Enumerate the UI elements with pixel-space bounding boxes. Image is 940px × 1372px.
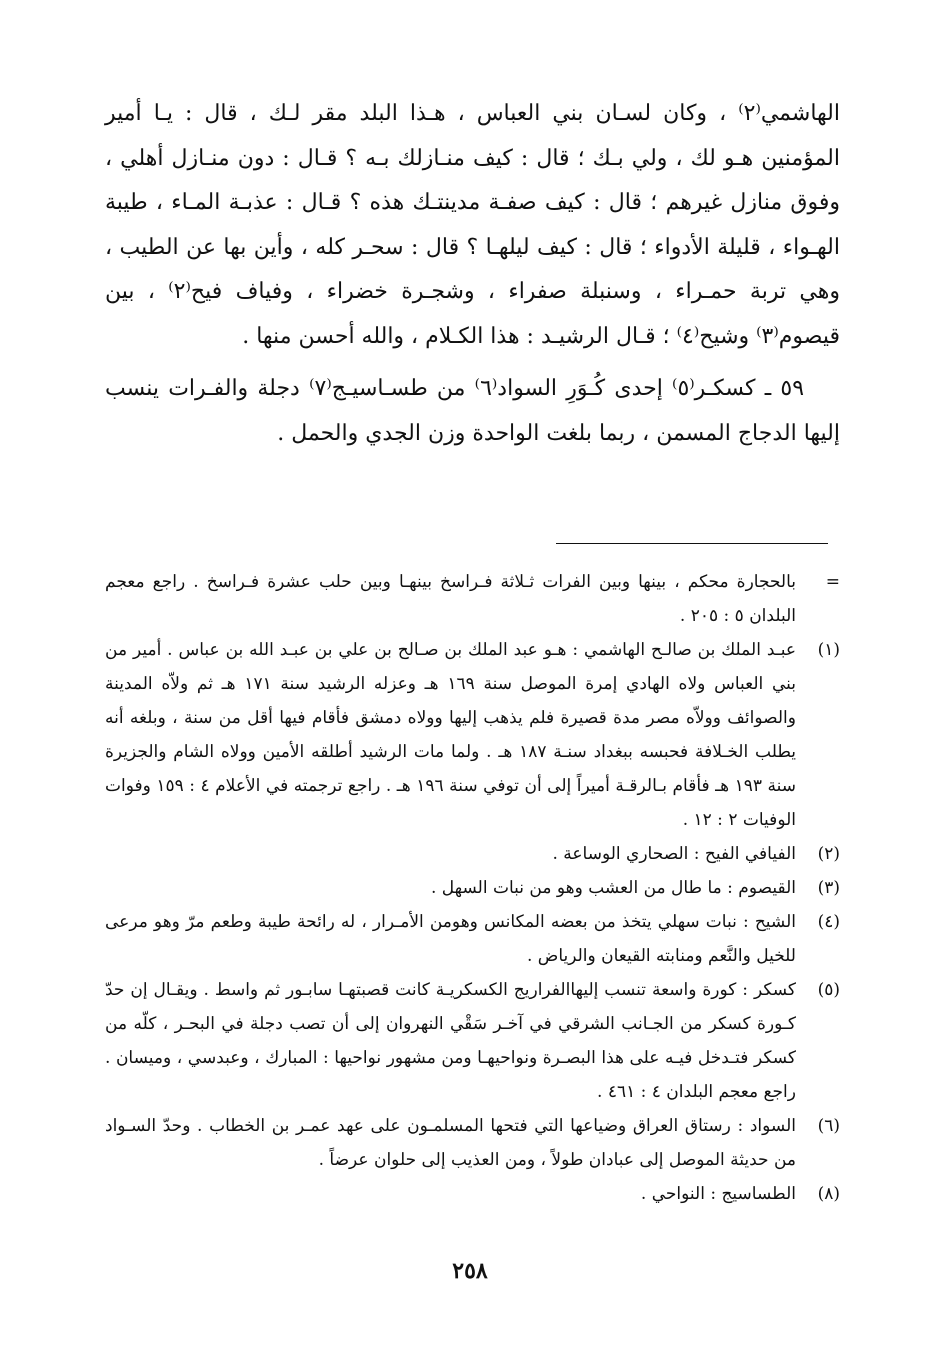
- footnote-1: [105, 633, 840, 837]
- entry-59-paragraph: ٥٩ ـ كسكـر⁽٥⁾ إحدى كُـوَرِ السواد⁽٦⁾ من طسـاسيـج⁽٧⁾ دجلة والفـرات ينسب إليها الدجاج المسمن ، ربما بلغت الواحدة وزن الجدي والحمل .: [105, 376, 840, 446]
- footnote-number: (٥): [817, 980, 840, 1000]
- footnote-text: الشيح : نبات سهلي يتخذ من بعضه المكانس وهومن الأمـرار ، له رائحة طيبة وطعم مرّ وهو مرعى للخيل والنَّعم ومنابته القيعان والرياض .: [105, 912, 796, 966]
- footnote-number: (٦): [817, 1116, 840, 1136]
- footnote-text: السواد : رستاق العراق وضياعها التي فتحها المسلمـون على عهد عمـر بن الخطاب . وحدّ السـواد من حديثة الموصل إلى عبادان طولاً ، ومن العذيب إلى حلوان عرضاً .: [105, 1116, 796, 1170]
- footnote-separator: [556, 543, 828, 544]
- continuation-marker: =: [825, 572, 840, 592]
- main-paragraph-1: الهاشمي⁽٢⁾ ، وكان لسـان بني العباس ، هـذا البلد مقر لـك ، قال : يـا أمير المؤمنين هـو لك ، ولي بـك ؛ قال : كيف منـازلك بـه ؟ قـال : دون منـازل أهلي ، وفوق منازل غيرهم ؛ قال : كيف صفـة مدينتـك هذه ؟ قـال : عذبـة المـاء ، طيبة الهـواء ، قليلة الأدواء ؛ قال : كيف ليلهـا ؟ قال : سحـر كله ، وأين بها عن الطيب ، وهي تربة حمـراء ، وسنبلة صفراء ، وشجـرة خضراء ، وفياف فيح⁽٢⁾ ، بين قيصوم⁽٣⁾ وشيح⁽٤⁾ ؛ قـال الرشيـد : هذا الكـلام ، والله أحسن منها .: [105, 101, 840, 349]
- footnote-text: الطساسيج : النواحي .: [640, 1184, 796, 1204]
- footnote-4: [105, 905, 840, 973]
- footnote-6: [105, 1109, 840, 1177]
- footnote-number: (١): [817, 640, 840, 660]
- footnote-number: (٢): [817, 844, 840, 864]
- footnote-2: [105, 837, 840, 871]
- footnote-text: القيصوم : ما طال من العشب وهو من نبات السهل .: [430, 878, 796, 898]
- footnote-continuation: [105, 565, 840, 633]
- footnote-3: [105, 871, 840, 905]
- footnote-8: [105, 1177, 840, 1211]
- main-text: [105, 92, 840, 456]
- footnote-5: [105, 973, 840, 1109]
- footnote-number: (٤): [817, 912, 840, 932]
- footnotes: [105, 565, 840, 1211]
- footnote-number: (٣): [817, 878, 840, 898]
- page-number: ٢٥٨: [452, 1258, 488, 1284]
- footnote-text: عبـد الملك بن صالـح الهاشمي : هـو عبد الملك بن صـالح بن علي بن عبـد الله بن عباس . أمير من بني العباس ولاه الهادي إمرة الموصل سنة ١٦٩ هـ وعزله الرشيد سنة ١٧١ هـ ثم ولاّه المدينة والصوائف وولاّه مصر مدة قصيرة فلم يذهب إليها وولاه دمشق فأقام فيها أقل من سنة ، وبلغه أنه يطلب الخـلافة فحبسه ببغداد سنـة ١٨٧ هـ . ولما مات الرشيد أطلقه الأمين وولاه الشام والجزيرة سنة ١٩٣ هـ فأقام بـالرقـة أميراً إلى أن توفي سنة ١٩٦ هـ . راجع ترجمته في الأعلام ٤ : ١٥٩ وفوات الوفيات ٢ : ١٢ .: [105, 640, 796, 830]
- footnote-continuation-text: بالحجارة محكم ، بينها وبين الفرات ثـلاثة فـراسخ بينهـا وبين حلب عشرة فـراسخ . راجع معجم البلدان ٥ : ٢٠٥ .: [105, 572, 796, 626]
- footnote-text: الفيافي الفيح : الصحاري الوساعة .: [552, 844, 796, 864]
- footnote-text: كسكر : كورة واسعة تنسب إليهاالفراريج الكسكريـة كانت قصبتهـا سابـور ثم واسط . ويقـال إن حدّ كـورة كسكر من الجـانب الشرقي في آخـر سَقْي النهروان إلى أن تصب دجلة في البحـر ، كلّه من كسكر فتـدخل فيـه على هذا البصـرة ونواحيهـا ومن مشهور نواحيها : المبارك ، وعبدسي ، وميسان . راجع معجم البلدان ٤ : ٤٦١ .: [105, 980, 796, 1102]
- footnote-number: (٨): [817, 1184, 840, 1204]
